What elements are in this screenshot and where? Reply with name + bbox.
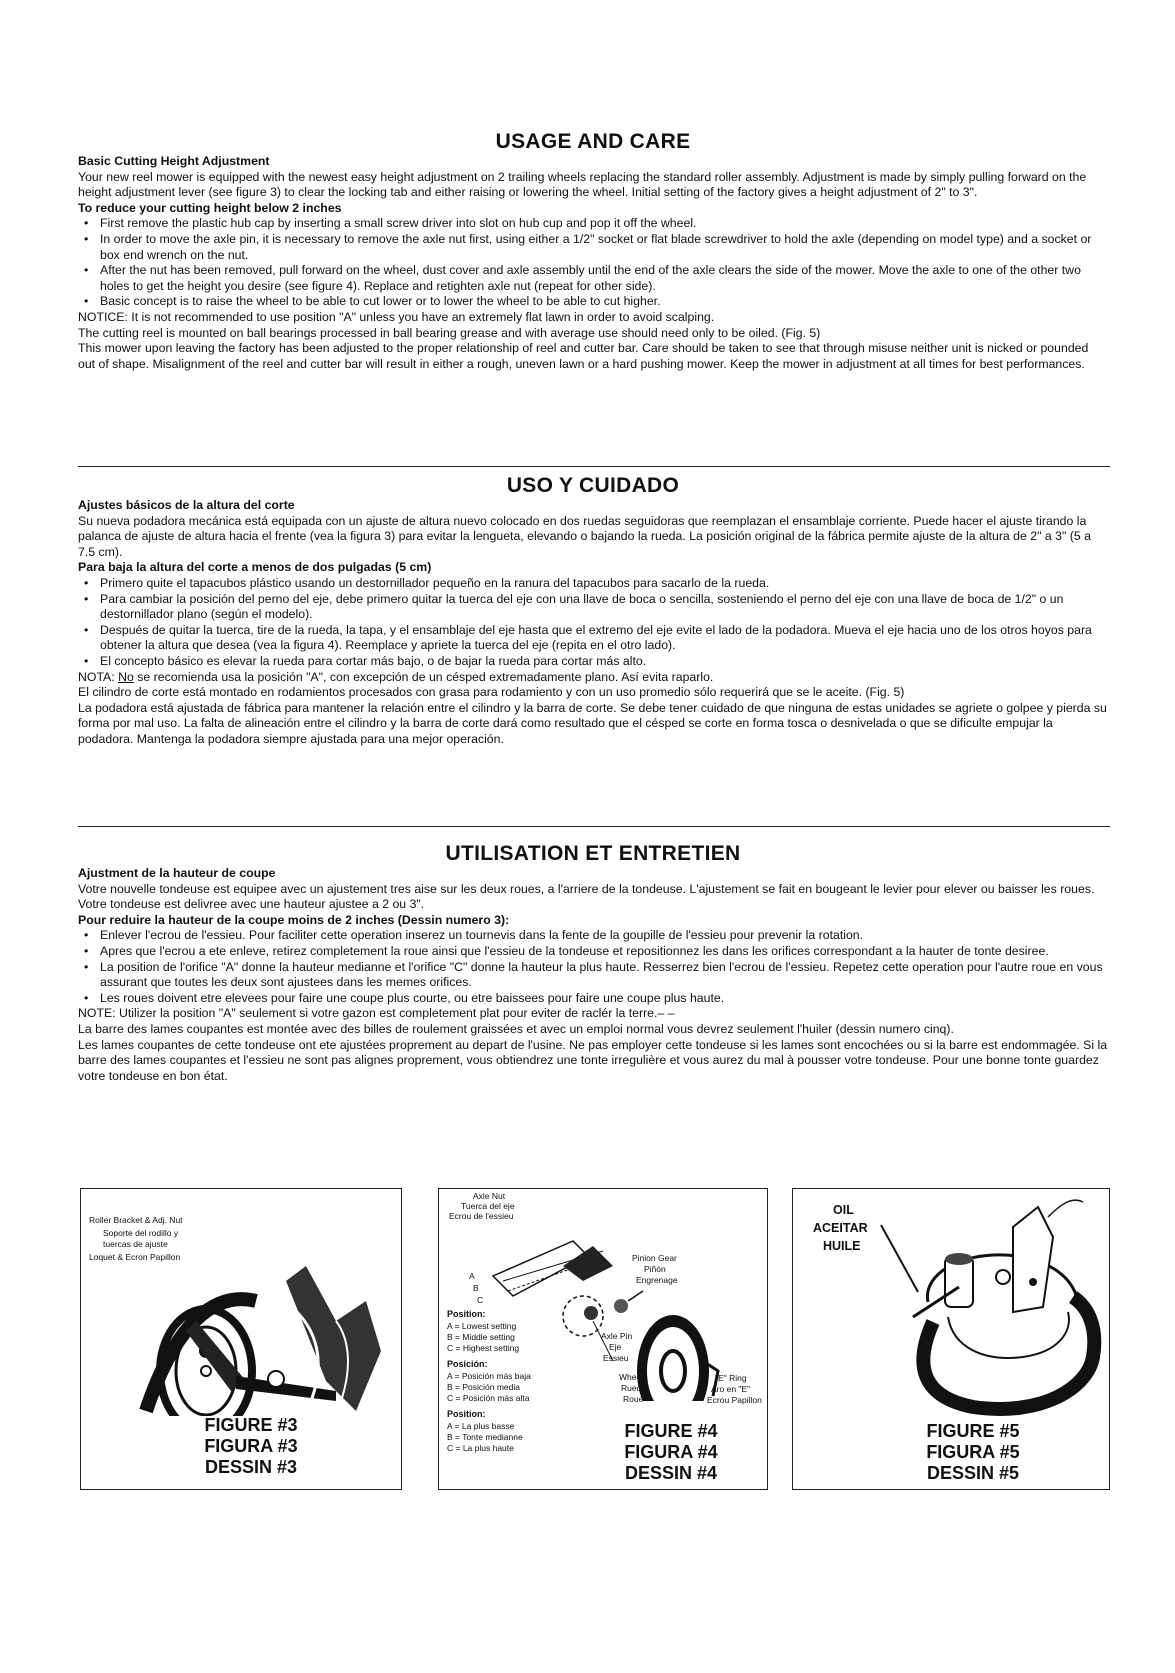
list-item: • Les roues doivent etre elevees pour faire une coupe plus courte, ou etre baissees pour faire une coupe plus haute. (100, 991, 1108, 1007)
fig4-caption-fr: DESSIN #4 (624, 1463, 718, 1483)
adjustment-note-english: This mower upon leaving the factory has been adjusted to the proper relationship of reel and cutter bar. Care should be taken to see that through misuse neither unit is nicked or pounded out of shape. Misalignment of the reel and cutter bar will result in either a rough, uneven lawn or a hard pushing mower. Keep the mower in adjustment at all times for best performances. (78, 341, 1089, 371)
fig3-caption-es: FIGURA #3 (204, 1436, 298, 1456)
fig5-caption-fr: DESSIN #5 (926, 1463, 1020, 1483)
bearing-note-english: The cutting reel is mounted on ball bearings processed in ball bearing grease and with average use should need only to be oiled. (Fig. 5) (78, 325, 821, 340)
oil-label-en: OIL (833, 1203, 854, 1217)
fig4-caption-es: FIGURA #4 (624, 1442, 718, 1462)
hole-label-a: A (469, 1271, 475, 1281)
position-fr-a: A = La plus basse (447, 1421, 515, 1431)
position-en-c: C = Highest setting (447, 1343, 520, 1353)
position-fr-b: B = Tonte medianne (447, 1432, 523, 1442)
hole-label-c: C (477, 1295, 484, 1305)
axle-nut-label-es: Tuerca del eje (461, 1201, 515, 1211)
intro-spanish: Su nueva podadora mecánica está equipada con un ajuste de altura nuevo colocado en dos ruedas seguidoras que reemplazan el ensamblaje corriente. Puede hacer el ajuste tirando la palanca de ajuste de altura hacia el frente (vea la figura 3) para evitar la lengueta, elevando o bajando la rueda. La posición original de la fábrica permite ajuste de la altura de 2" a 3" (5 a 7.5 cm). (78, 513, 1091, 559)
reduce-heading-french: Pour reduire la hauteur de la coupe moins de 2 inches (Dessin numero 3): (78, 912, 510, 927)
figure-4 (438, 1188, 768, 1490)
pinion-label-es: Piñón (644, 1264, 666, 1274)
section-spanish (78, 474, 1108, 748)
wheel-label-fr: Roue (623, 1394, 644, 1404)
axle-pin-label-fr: Essieu (603, 1353, 629, 1363)
figure-3 (80, 1188, 402, 1490)
steps-english (78, 216, 1108, 310)
list-item: • After the nut has been removed, pull forward on the wheel, dust cover and axle assembly until the end of the axle clears the side of the mower. Move the axle to one of the other two holes to get the height you desire (see figure 4). Replace and retighten axle nut (repeat for other side). (100, 263, 1108, 294)
title-spanish: USO Y CUIDADO (506, 474, 680, 497)
section-french (78, 842, 1108, 1084)
nota-prefix: NOTA: (78, 669, 119, 684)
pinion-label-en: Pinion Gear (632, 1253, 677, 1263)
subhead-french: Ajustment de la hauteur de coupe (78, 866, 276, 880)
e-ring-label-fr: Ecrou Papillon (707, 1395, 762, 1405)
axle-nut-label-en: Axle Nut (473, 1191, 506, 1201)
steps-french (78, 928, 1108, 1006)
section-english (78, 130, 1108, 372)
bearing-note-french: La barre des lames coupantes est montée avec des billes de roulement graissées et avec un emploi normal vous devrez seulement l'huiler (dessin numero cinq). (78, 1021, 954, 1036)
e-ring-label-en: "E" Ring (715, 1373, 747, 1383)
position-heading-en: Position: (447, 1309, 486, 1319)
notice-english: NOTICE: It is not recommended to use position "A" unless you have an extremely flat lawn in order to avoid scalping. (78, 309, 715, 324)
subhead-spanish: Ajustes básicos de la altura del corte (78, 498, 295, 512)
fig3-label-en: Roller Bracket & Adj. Nut (89, 1215, 183, 1225)
nota-rest: se recomienda usa la posición "A", con excepción de un césped extremadamente plano. Así evita raparlo. (133, 669, 714, 684)
nota-spanish (78, 670, 1108, 686)
list-item: • Primero quite el tapacubos plástico usando un destornillador pequeño en la ranura del tapacubos para sacarlo de la rueda. (100, 576, 1108, 592)
reduce-heading-spanish: Para baja la altura del corte a menos de dos pulgadas (5 cm) (78, 560, 432, 575)
fig4-caption-en: FIGURE #4 (624, 1421, 718, 1441)
position-en-b: B = Middle setting (447, 1332, 515, 1342)
list-item: • La position de l'orifice "A" donne la hauteur medianne et l'orifice "C" donne la hauteur la plus haute. Resserrez bien l'ecrou de l'essieu. Repetez cette operation pour l'autre roue en vous assurant que toutes les deux sont ajustees dans les memes orifices. (100, 960, 1108, 991)
oiling-illustration (873, 1197, 1103, 1417)
roller-bracket-illustration (136, 1261, 386, 1416)
list-item: • El concepto básico es elevar la rueda para cortar más bajo, o de bajar la rueda para cortar más alto. (100, 654, 1108, 670)
list-item: • Enlever l'ecrou de l'essieu. Pour faciliter cette operation inserez un tournevis dans la fente de la goupille de l'essieu pour prevenir la rotation. (100, 928, 1108, 944)
fig3-label-es-2: tuercas de ajuste (103, 1239, 168, 1249)
title-french: UTILISATION ET ENTRETIEN (445, 842, 741, 865)
list-item: • Basic concept is to raise the wheel to be able to cut lower or to lower the wheel to be able to cut higher. (100, 294, 1108, 310)
position-fr-c: C = La plus haute (447, 1443, 514, 1453)
divider (78, 466, 1110, 467)
list-item: • Después de quitar la tuerca, tire de la rueda, la tapa, y el ensamblaje del eje hasta que el extremo del eje evite el lado de la podadora. Mueva el eje hacia uno de los otros hoyos para obtener la altura que desea (vea la figura 4). Reemplace y apriete la tuerca del eje (repita en el otro lado). (100, 623, 1108, 654)
nota-no: No (118, 669, 134, 684)
fig5-caption-es: FIGURA #5 (926, 1442, 1020, 1462)
wheel-label-es: Rueda (621, 1383, 647, 1393)
oil-label-fr: HUILE (823, 1239, 861, 1253)
reduce-heading-english: To reduce your cutting height below 2 inches (78, 200, 342, 215)
position-heading-es: Posición: (447, 1359, 488, 1369)
fig3-caption-fr: DESSIN #3 (204, 1457, 298, 1477)
position-es-b: B = Posición media (447, 1382, 520, 1392)
position-es-a: A = Posición más baja (447, 1371, 531, 1381)
hole-label-b: B (473, 1283, 479, 1293)
axle-pin-label-es: Eje (609, 1342, 622, 1352)
fig3-caption-en: FIGURE #3 (204, 1415, 298, 1435)
adjustment-note-spanish: La podadora está ajustada de fábrica para mantener la relación entre el cilindro y la barra de corte. Se debe tener cuidado de que ninguna de estas unidades se agriete o golpee y pierda su forma por mal uso. La falta de alineación entre el cilindro y la barra de corte dará como resultado que el césped se corte en forma tosca o desnivelada o que se dificulte empujar la podadora. Mantenga la podadora siempre ajustada para una mejor operación. (78, 700, 1107, 746)
oil-label-es: ACEITAR (813, 1221, 868, 1235)
axle-pin-label-en: Axle Pin (601, 1331, 633, 1341)
list-item: • In order to move the axle pin, it is necessary to remove the axle nut first, using either a 1/2" socket or flat blade screwdriver to hold the axle (depending on model type) and a socket or box end wrench on the nut. (100, 232, 1108, 263)
pinion-label-fr: Engrenage (636, 1275, 678, 1285)
list-item: • Para cambiar la posición del perno del eje, debe primero quitar la tuerca del eje con una llave de boca o sencilla, sosteniendo el perno del eje con una llave de boca de 1/2" o un destornillador plano (según el modelo). (100, 592, 1108, 623)
adjustment-note-french: Les lames coupantes de cette tondeuse ont ete ajustées proprement au depart de l'usine. Ne pas employer cette tondeuse si les lames sont encochées ou si la barre est endommagée. Si la barre des lames coupantes et l'essieu ne sont pas alignes proprement, vous obtiendrez une tonte irregulière et vous aurez du mal à pousser votre tondeuse. Pour une bonne tonte guardez votre tondeuse en bon état. (78, 1037, 1108, 1083)
wheel-label-en: Wheel (619, 1372, 644, 1382)
subhead-english: Basic Cutting Height Adjustment (78, 154, 270, 168)
title-english: USAGE AND CARE (495, 130, 691, 153)
fig3-label-fr: Loquet & Ecron Papillon (89, 1252, 181, 1262)
position-es-c: C = Posición más alta (447, 1393, 530, 1403)
axle-nut-label-fr: Ecrou de l'essieu (449, 1211, 514, 1221)
position-heading-fr: Position: (447, 1409, 486, 1419)
bearing-note-spanish: El cilindro de corte está montado en rodamientos procesados con grasa para rodamiento y con un uso promedio sólo requerirá que se le aceite. (Fig. 5) (78, 685, 905, 700)
list-item: • First remove the plastic hub cap by inserting a small screw driver into slot on hub cup and pop it off the wheel. (100, 216, 1108, 232)
e-ring-label-es: Aro en "E" (711, 1384, 751, 1394)
intro-english: Your new reel mower is equipped with the newest easy height adjustment on 2 trailing wheels replacing the standard roller assembly. Adjustment is made by simply pulling forward on the height adjustment lever (see figure 3) to clear the locking tab and either raising or lowering the wheel. Initial setting of the factory gives a height adjustment of 2" to 3". (78, 169, 1087, 200)
list-item: • Apres que l'ecrou a ete enleve, retirez completement la roue ainsi que l'essieu de la tondeuse et repositionnez les dans les orifices correspondant a la hauter de tonte desiree. (100, 944, 1108, 960)
steps-spanish (78, 576, 1108, 670)
figure-5 (792, 1188, 1110, 1490)
intro-french: Votre nouvelle tondeuse est equipee avec un ajustement tres aise sur les deux roues, a l'arriere de la tondeuse. L'ajustement se fait en bougeant le levier pour elever ou baisser les roues. Votre tondeuse est delivree avec une hauteur ajustee a 2 ou 3". (78, 881, 1095, 912)
note-french: NOTE: Utilizer la position "A" seulement si votre gazon est completement plat pour eviter de raclér la terre.– – (78, 1006, 675, 1021)
fig3-label-es: Soporte del rodillo y (103, 1228, 179, 1238)
fig5-caption-en: FIGURE #5 (926, 1421, 1020, 1441)
position-en-a: A = Lowest setting (447, 1321, 517, 1331)
divider (78, 826, 1110, 827)
